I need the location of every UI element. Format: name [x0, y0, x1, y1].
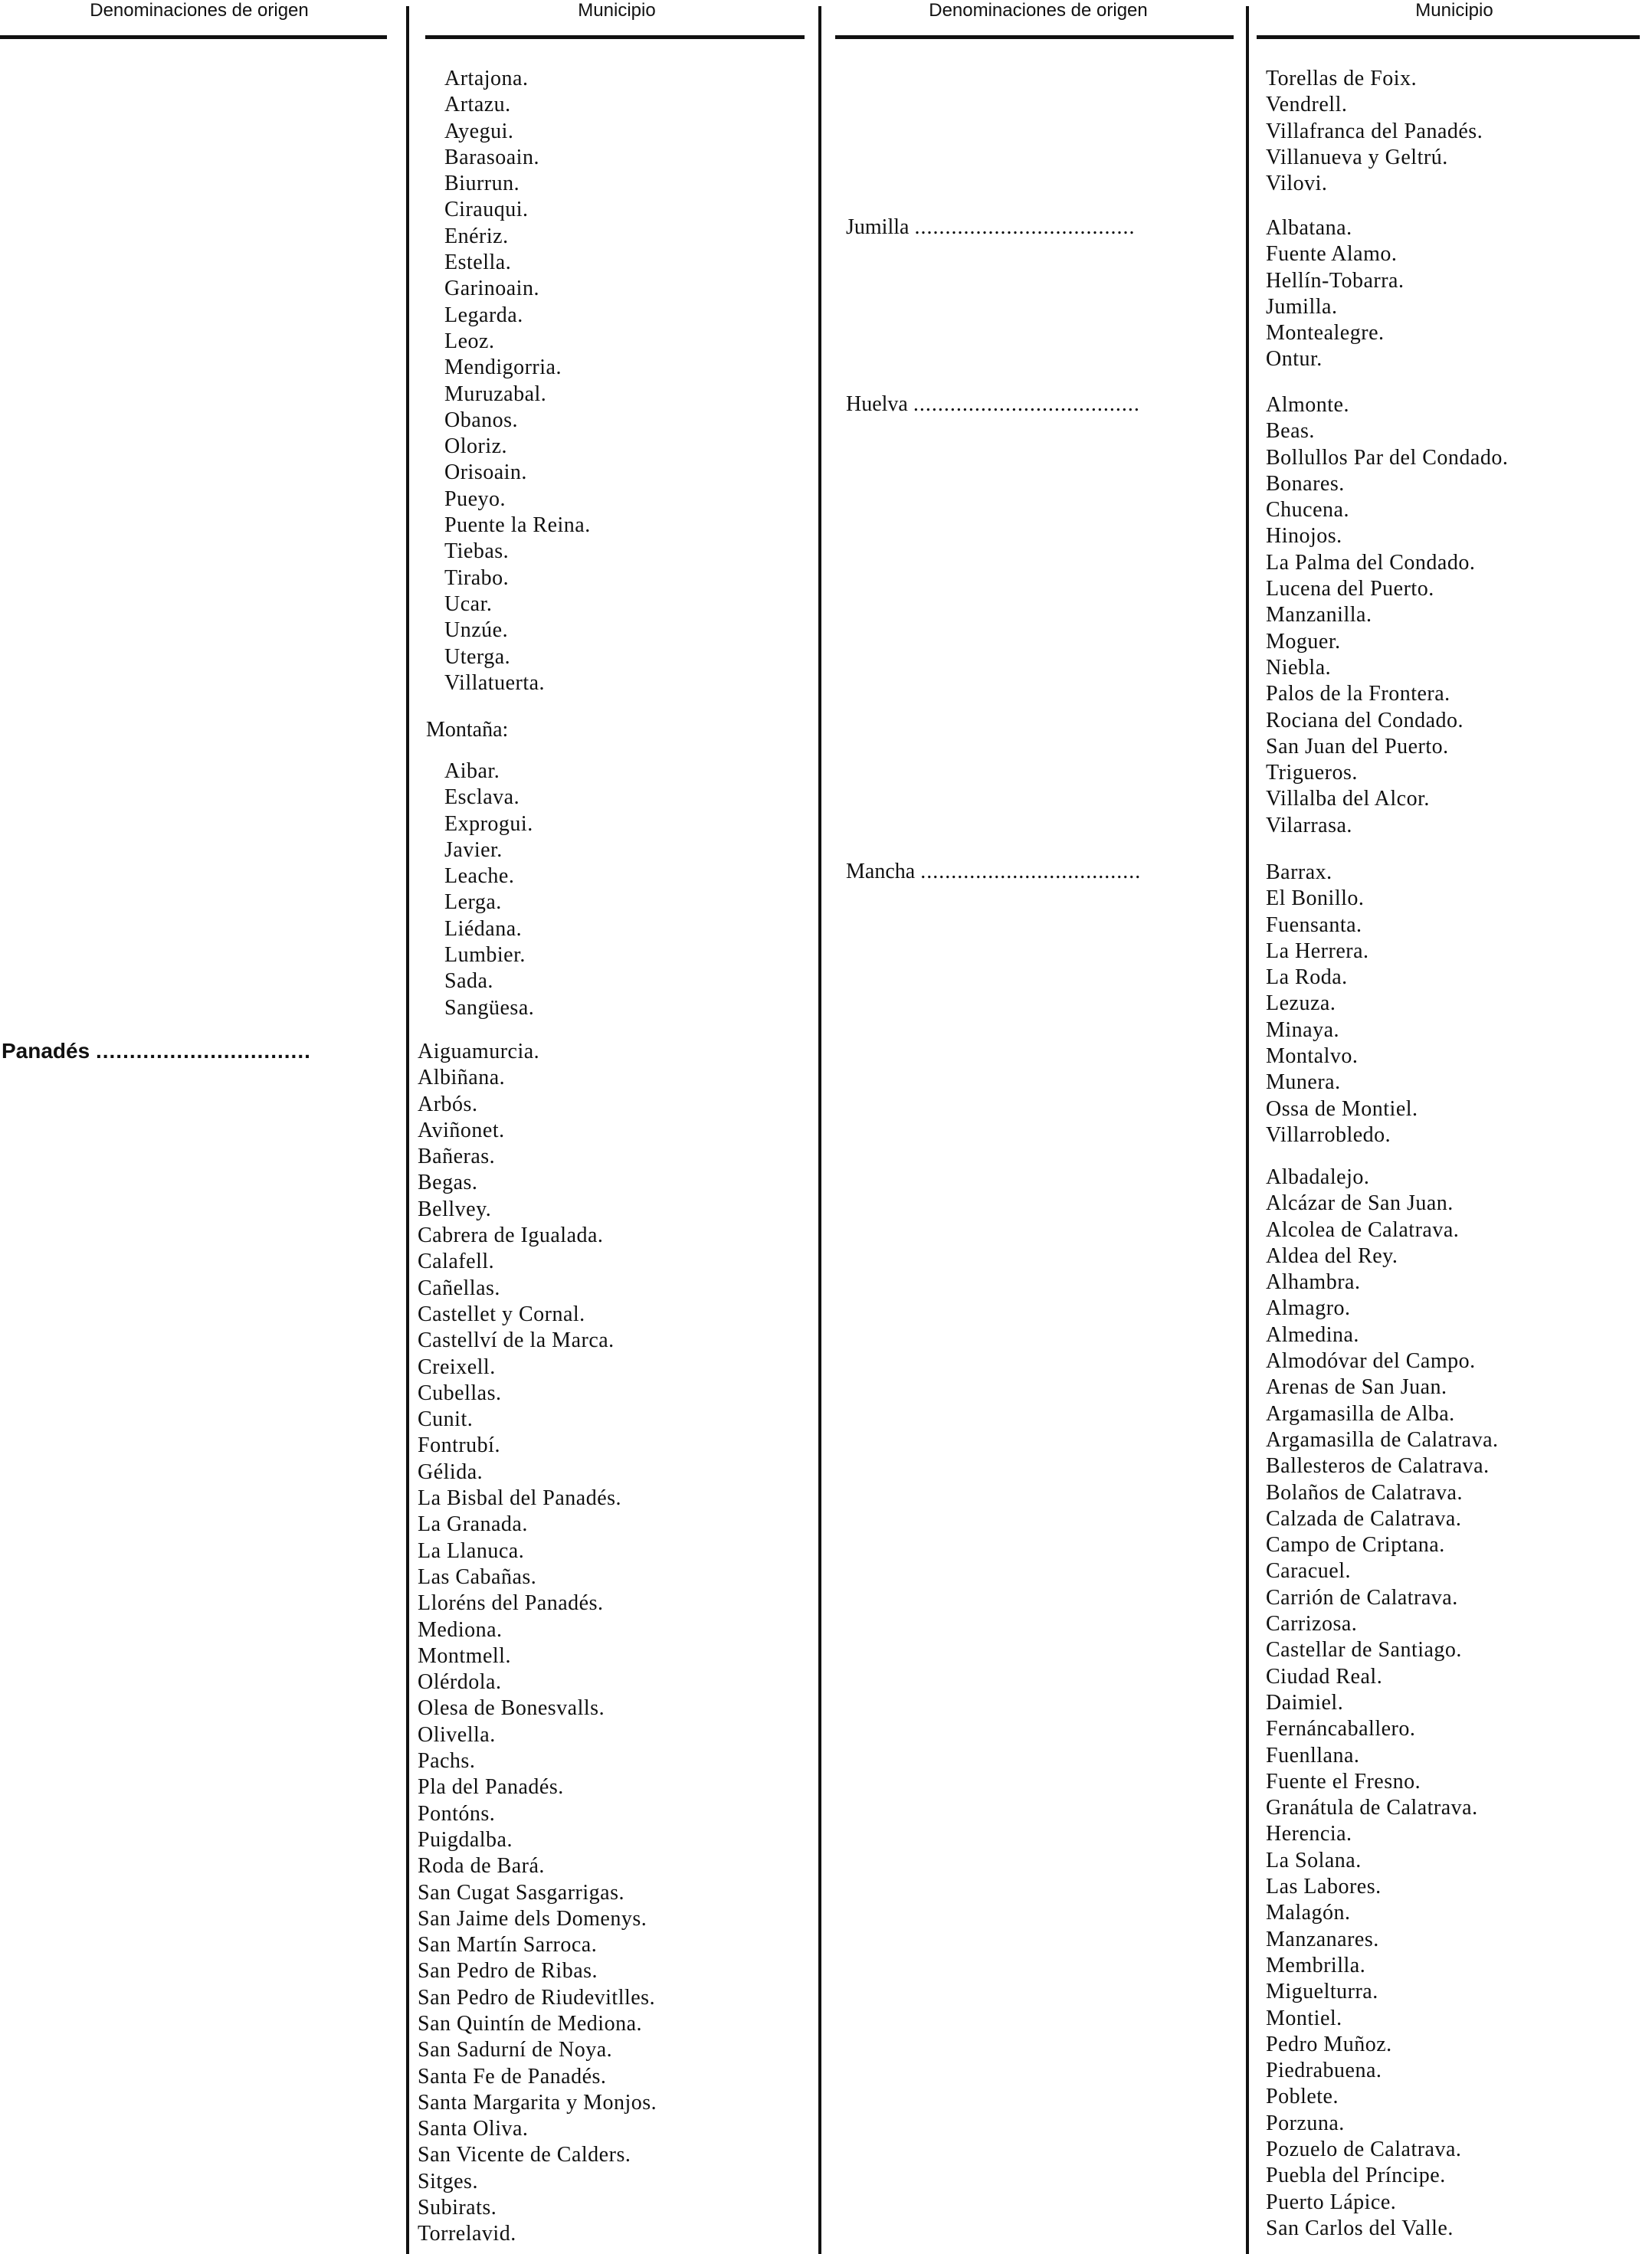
municipio-item: Rociana del Condado. [1266, 708, 1464, 732]
municipio-item: Chucena. [1266, 498, 1349, 523]
header-rule-3 [835, 35, 1234, 39]
municipio-item: Subirats. [418, 2196, 497, 2220]
denomination-mancha [846, 860, 1141, 884]
municipio-item: Pedro Muñoz. [1266, 2032, 1392, 2056]
municipio-item: Las Labores. [1266, 1875, 1382, 1899]
municipio-item: Villatuerta. [444, 670, 546, 695]
municipio-item: La Granada. [418, 1512, 528, 1537]
municipio-item: Obanos. [444, 408, 519, 432]
municipio-item: Fuente Alamo. [1266, 242, 1398, 267]
municipio-item: Creixell. [418, 1355, 496, 1379]
municipio-item: Campo de Criptana. [1266, 1533, 1445, 1558]
municipio-item: Begas. [418, 1171, 478, 1195]
municipio-item: Calzada de Calatrava. [1266, 1506, 1462, 1531]
municipio-item: Lumbier. [444, 943, 526, 968]
municipio-item: Vendrell. [1266, 93, 1348, 117]
municipio-item: Barasoain. [444, 145, 539, 169]
municipio-item: Ayegui. [444, 119, 514, 143]
denomination-panades [2, 1039, 311, 1063]
municipio-item: Ciudad Real. [1266, 1664, 1383, 1689]
denomination-huelva [846, 392, 1140, 417]
municipio-item: Minaya. [1266, 1017, 1340, 1042]
municipio-item: Santa Oliva. [418, 2117, 529, 2141]
municipio-item: Aibar. [444, 759, 500, 783]
municipio-item: Biurrun. [444, 172, 520, 196]
municipio-item: La Herrera. [1266, 939, 1369, 963]
municipio-item: Artajona. [444, 67, 529, 90]
municipio-item: Puebla del Príncipe. [1266, 2164, 1446, 2188]
municipio-item: Manzanares. [1266, 1927, 1379, 1951]
municipio-item: Daimiel. [1266, 1690, 1344, 1715]
municipio-item: Mediona. [418, 1617, 503, 1642]
header-municipio-left: Municipio [578, 0, 656, 21]
municipio-item: Moguer. [1266, 629, 1341, 654]
municipio-item: Fuensanta. [1266, 912, 1362, 937]
municipio-item: Porzuna. [1266, 2111, 1345, 2135]
municipio-item: Unzúe. [444, 618, 509, 643]
municipio-item: Piedrabuena. [1266, 2059, 1382, 2083]
municipio-item: El Bonillo. [1266, 886, 1365, 911]
municipio-item: San Carlos del Valle. [1266, 2216, 1454, 2240]
municipio-list-huelva [1266, 392, 1508, 839]
municipio-item: Lezuza. [1266, 991, 1336, 1016]
municipio-item: Leoz. [444, 329, 495, 353]
leader-dots: ................................ [95, 1039, 311, 1063]
municipio-item: Jumilla. [1266, 294, 1338, 319]
municipio-item: Albiñana. [418, 1066, 506, 1090]
municipio-item: Cañellas. [418, 1276, 500, 1300]
municipio-item: San Quintín de Mediona. [418, 2011, 643, 2036]
municipio-item: Arbós. [418, 1092, 478, 1116]
municipio-item: Lloréns del Panadés. [418, 1591, 604, 1616]
municipio-item: Aldea del Rey. [1266, 1243, 1398, 1268]
municipio-item: Olesa de Bonesvalls. [418, 1696, 605, 1721]
municipio-item: Villafranca del Panadés. [1266, 119, 1483, 143]
column-rule-3 [1246, 6, 1249, 2254]
municipio-item: Sangüesa. [444, 995, 535, 1020]
municipio-item: Beas. [1266, 419, 1315, 444]
municipio-item: Palos de la Frontera. [1266, 682, 1450, 706]
municipio-item: Torrelavid. [418, 2222, 516, 2246]
leader-dots: ..................................... [913, 392, 1140, 416]
municipio-item: San Cugat Sasgarrigas. [418, 1880, 624, 1905]
municipio-item: Leache. [444, 864, 515, 889]
denomination-jumilla [846, 215, 1135, 240]
municipio-item: Cubellas. [418, 1381, 502, 1405]
municipio-item: Aviñonet. [418, 1118, 505, 1142]
municipio-item: Pla del Panadés. [418, 1775, 564, 1800]
municipio-list-jumilla [1266, 215, 1404, 373]
municipio-item: Orisoain. [444, 460, 527, 485]
municipio-item: Bonares. [1266, 471, 1345, 496]
municipio-item: Pachs. [418, 1749, 476, 1774]
municipio-item: Villarrobledo. [1266, 1122, 1391, 1147]
municipio-item: Ossa de Montiel. [1266, 1096, 1418, 1121]
municipio-item: Javier. [444, 837, 503, 862]
municipio-item: Manzanilla. [1266, 603, 1372, 627]
column-rule-1 [406, 6, 409, 2254]
municipio-item: Fontrubí. [418, 1433, 500, 1458]
municipio-item: Barrax. [1266, 860, 1332, 884]
municipio-item: San Martín Sarroca. [418, 1933, 598, 1958]
header-rule-2 [425, 35, 805, 39]
municipio-item: Montealegre. [1266, 321, 1385, 346]
municipio-item: Uterga. [444, 644, 511, 669]
municipio-item: Fuenllana. [1266, 1743, 1360, 1767]
denomination-label: Panadés [2, 1039, 90, 1063]
municipio-item: Santa Fe de Panadés. [418, 2064, 607, 2089]
municipio-item: San Pedro de Riudevitlles. [418, 1985, 656, 2010]
municipio-item: Legarda. [444, 303, 523, 327]
municipio-item: Ucar. [444, 591, 493, 616]
municipio-item: Poblete. [1266, 2085, 1339, 2109]
header-municipio-right: Municipio [1415, 0, 1493, 21]
municipio-item: Olérdola. [418, 1670, 502, 1695]
municipio-item: Puerto Lápice. [1266, 2190, 1397, 2214]
municipio-item: Trigueros. [1266, 761, 1358, 785]
municipio-item: Bolaños de Calatrava. [1266, 1480, 1463, 1505]
municipio-item: Tirabo. [444, 565, 510, 590]
municipio-item: La Llanuca. [418, 1538, 525, 1563]
municipio-list-montana [444, 758, 534, 1021]
municipio-item: Olivella. [418, 1722, 496, 1747]
municipio-item: Albadalejo. [1266, 1165, 1370, 1189]
municipio-item: Almodóvar del Campo. [1266, 1349, 1476, 1374]
municipio-item: La Bisbal del Panadés. [418, 1486, 622, 1511]
header-denominaciones-right: Denominaciones de origen [929, 0, 1148, 21]
municipio-item: La Roda. [1266, 965, 1348, 990]
municipio-item: Cunit. [418, 1407, 474, 1432]
municipio-item: Pueyo. [444, 487, 506, 511]
municipio-item: Alhambra. [1266, 1270, 1361, 1295]
municipio-item: San Juan del Puerto. [1266, 734, 1449, 758]
municipio-list-mancha-albacete [1266, 860, 1418, 1148]
municipio-item: Las Cabañas. [418, 1564, 537, 1589]
municipio-item: Granátula de Calatrava. [1266, 1796, 1478, 1820]
municipio-item: Bellvey. [418, 1197, 492, 1221]
municipio-item: Argamasilla de Calatrava. [1266, 1427, 1499, 1452]
municipio-item: Mendigorria. [444, 355, 562, 380]
municipio-item: Ontur. [1266, 347, 1323, 372]
municipio-item: Lucena del Puerto. [1266, 577, 1434, 601]
municipio-item: Fuente el Fresno. [1266, 1769, 1421, 1794]
denomination-label: Huelva [846, 392, 908, 416]
municipio-item: Carrión de Calatrava. [1266, 1585, 1458, 1610]
municipio-item: Carrizosa. [1266, 1612, 1358, 1636]
municipio-item: Niebla. [1266, 655, 1332, 680]
municipio-item: Castellar de Santiago. [1266, 1638, 1462, 1663]
municipio-item: Gélida. [418, 1460, 483, 1484]
municipio-item: Puente la Reina. [444, 513, 591, 538]
municipio-item: Tiebas. [444, 539, 510, 564]
municipio-item: Bollullos Par del Condado. [1266, 445, 1509, 470]
municipio-item: Puigdalba. [418, 1827, 513, 1852]
municipio-item: Enériz. [444, 224, 509, 248]
municipio-item: Munera. [1266, 1070, 1341, 1095]
subheading-montana: Montaña: [426, 718, 509, 742]
municipio-item: La Palma del Condado. [1266, 550, 1476, 575]
municipio-item: Ballesteros de Calatrava. [1266, 1454, 1490, 1479]
municipio-item: Alcolea de Calatrava. [1266, 1217, 1460, 1242]
municipio-item: Fernáncaballero. [1266, 1717, 1416, 1741]
municipio-item: Albatana. [1266, 216, 1352, 240]
municipio-item: Castellví de la Marca. [418, 1328, 615, 1353]
municipio-item: Caracuel. [1266, 1559, 1351, 1584]
municipio-item: Exprogui. [444, 811, 533, 836]
municipio-item: Almagro. [1266, 1296, 1351, 1321]
municipio-item: Bañeras. [418, 1145, 496, 1169]
municipio-item: Pontóns. [418, 1801, 496, 1826]
municipio-item: Torellas de Foix. [1266, 67, 1418, 90]
municipio-item: Aiguamurcia. [418, 1040, 540, 1063]
municipio-list-mancha-ciudad-real [1266, 1165, 1499, 2242]
header-rule-4 [1257, 35, 1640, 39]
denomination-label: Jumilla [846, 215, 910, 239]
municipio-item: Villalba del Alcor. [1266, 787, 1430, 811]
municipio-item: Lerga. [444, 890, 502, 915]
municipio-item: Vilarrasa. [1266, 813, 1352, 837]
column-rule-2 [818, 6, 821, 2254]
municipio-item: San Pedro de Ribas. [418, 1959, 598, 1984]
municipio-item: Montiel. [1266, 2006, 1342, 2030]
municipio-item: Almedina. [1266, 1322, 1359, 1347]
municipio-item: Arenas de San Juan. [1266, 1375, 1447, 1400]
municipio-item: Santa Margarita y Monjos. [418, 2090, 657, 2115]
municipio-item: Malagón. [1266, 1901, 1351, 1925]
municipio-item: San Jaime dels Domenys. [418, 1906, 647, 1931]
municipio-item: Montalvo. [1266, 1044, 1359, 1069]
municipio-item: Pozuelo de Calatrava. [1266, 2137, 1462, 2161]
municipio-item: Miguelturra. [1266, 1980, 1378, 2004]
municipio-item: Calafell. [418, 1250, 495, 1274]
municipio-item: La Solana. [1266, 1848, 1362, 1872]
municipio-item: Liédana. [444, 916, 523, 941]
municipio-item: Argamasilla de Alba. [1266, 1401, 1455, 1426]
municipio-list-navarra [444, 66, 591, 696]
municipio-item: Roda de Bará. [418, 1854, 545, 1879]
header-rule-1 [0, 35, 387, 39]
municipio-item: Sada. [444, 969, 493, 994]
municipio-item: Sitges. [418, 2169, 478, 2193]
municipio-item: Garinoain. [444, 277, 539, 301]
municipio-item: Muruzabal. [444, 382, 547, 406]
municipio-item: Cabrera de Igualada. [418, 1224, 604, 1248]
municipio-item: Cirauqui. [444, 198, 529, 222]
denomination-label: Mancha [846, 860, 916, 883]
municipio-item: Artazu. [444, 93, 511, 117]
leader-dots: .................................... [914, 215, 1136, 239]
municipio-item: Estella. [444, 251, 512, 275]
municipio-item: Herencia. [1266, 1822, 1352, 1846]
header-denominaciones-left: Denominaciones de origen [90, 0, 309, 21]
municipio-item: San Vicente de Calders. [418, 2143, 631, 2167]
municipio-item: San Sadurní de Noya. [418, 2038, 613, 2062]
municipio-item: Membrilla. [1266, 1953, 1366, 1977]
municipio-item: Villanueva y Geltrú. [1266, 145, 1448, 169]
municipio-item: Almonte. [1266, 393, 1349, 417]
municipio-list-panades-cont [1266, 66, 1483, 197]
municipio-item: Oloriz. [444, 434, 508, 459]
municipio-item: Castellet y Cornal. [418, 1302, 585, 1326]
municipio-item: Hellín-Tobarra. [1266, 268, 1405, 293]
municipio-item: Esclava. [444, 785, 520, 810]
municipio-list-panades [418, 1039, 657, 2248]
municipio-item: Vilovi. [1266, 172, 1328, 196]
leader-dots: .................................... [920, 860, 1142, 883]
municipio-item: Montmell. [418, 1643, 511, 1668]
municipio-item: Hinojos. [1266, 524, 1342, 549]
municipio-item: Alcázar de San Juan. [1266, 1191, 1454, 1216]
